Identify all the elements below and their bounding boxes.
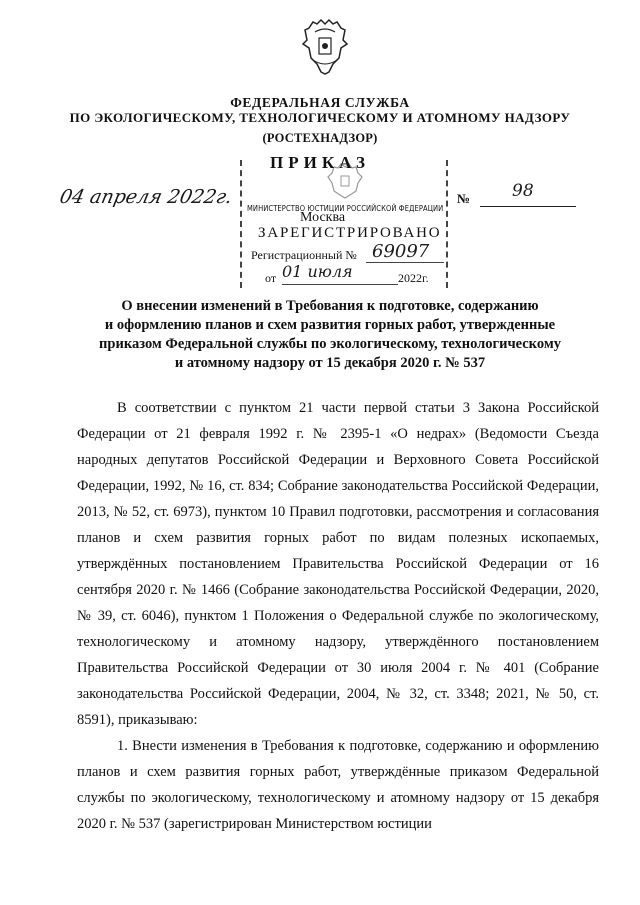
stamp-registration-year: 2022г. <box>398 271 429 285</box>
order-number-label: № <box>457 191 471 206</box>
stamp-date-underline <box>282 284 398 285</box>
order-city: Москва <box>300 210 346 225</box>
stamp-registration-number: 69097 <box>372 241 430 262</box>
order-number: 98 <box>512 181 534 201</box>
document-body <box>77 395 599 837</box>
stamp-ministry-text: МИНИСТЕРСТВО ЮСТИЦИИ РОССИЙСКОЙ ФЕДЕРАЦИИ <box>247 204 444 213</box>
document-subject <box>50 297 610 373</box>
subject-line: и атомному надзору от 15 декабря 2020 г. № 537 <box>174 355 486 371</box>
coat-of-arms-emblem-icon <box>301 18 349 76</box>
subject-line: О внесении изменений в Требования к подготовке, содержанию <box>121 298 539 314</box>
document-type-title: ПРИКАЗ <box>270 153 370 172</box>
stamp-registered-text: ЗАРЕГИСТРИРОВАНО <box>258 225 442 241</box>
order-number-underline <box>480 206 576 207</box>
agency-name-line1: ФЕДЕРАЛЬНАЯ СЛУЖБА <box>230 95 410 110</box>
agency-name-line2: ПО ЭКОЛОГИЧЕСКОМУ, ТЕХНОЛОГИЧЕСКОМУ И АТОМНОМУ НАДЗОРУ <box>69 110 571 125</box>
stamp-registration-date: 01 июля <box>282 262 353 281</box>
body-paragraph-item-1: 1. Внести изменения в Требования к подготовке, содержанию и оформлению планов и схем развития горных работ, утверждённые приказом Федеральной службы по экологическому, технологическому и атомному надзору от 15 декабря 2020 г. № 537 (зарегистрирован Министерством юстиции <box>77 738 599 832</box>
body-paragraph-preamble: В соответствии с пунктом 21 части первой статьи 3 Закона Российской Федерации от 21 февраля 1992 г. № 2395-1 «О недрах» (Ведомости Съезда народных депутатов Российской Федерации и Верховного Совета Российской Федерации, 1992, № 16, ст. 834; Собрание законодательства Российской Федерации, 2013, № 52, ст. 6973), пунктом 10 Правил подготовки, рассмотрения и согласования планов и схем развития горных работ по видам полезных ископаемых, утверждённых постановлением Правительства Российской Федерации от 16 сентября 2020 г. № 1466 (Собрание законодательства Российской Федерации, 2020, № 39, ст. 6046), пунктом 1 Положения о Федеральной службе по экологическому, технологическому и атомному надзору, утверждённого постановлением Правительства Российской Федерации от 30 июля 2004 г. № 401 (Собрание законодательства Российской Федерации, 2004, № 32, ст. 3348; 2021, № 50, ст. 8591), приказываю: <box>77 400 599 728</box>
subject-line: и оформлению планов и схем развития горных работ, утвержденные <box>104 317 556 333</box>
agency-abbreviation: (РОСТЕХНАДЗОР) <box>262 131 378 145</box>
order-date: 04 апреля 2022г. <box>57 186 235 208</box>
stamp-reg-underline <box>366 262 444 263</box>
subject-line: приказом Федеральной службы по экологическому, технологическому <box>99 336 561 352</box>
stamp-registration-label: Регистрационный № <box>251 248 357 262</box>
stamp-date-label: от <box>265 271 277 285</box>
